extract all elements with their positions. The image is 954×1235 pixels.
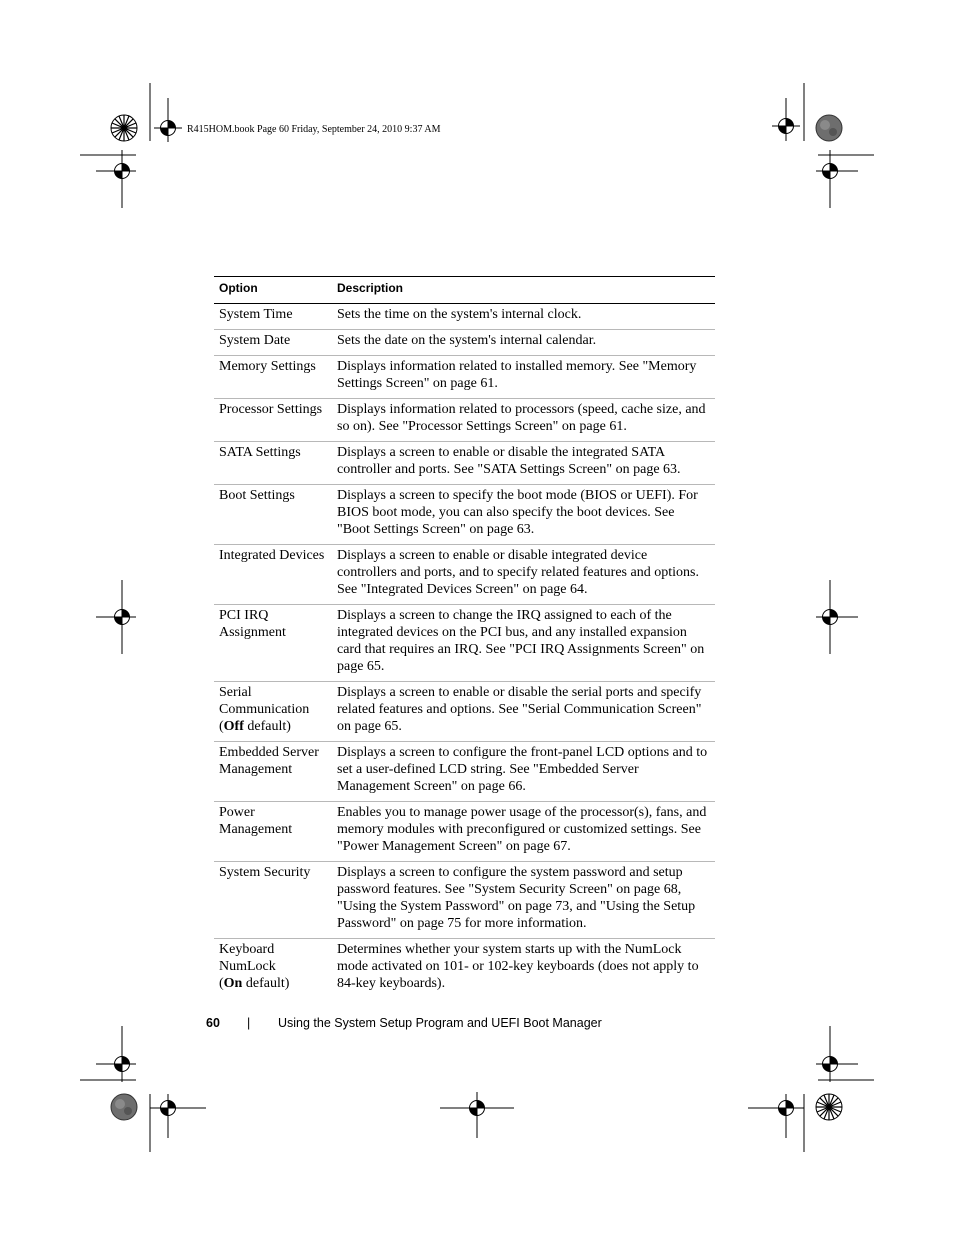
- option-description: Displays a screen to configure the system password and setup password features. See "System Security Screen" on page 68, "Using the System Password" on page 73, and "Using the Setup Password" on page 75 for more information.: [332, 862, 715, 939]
- chapter-title: Using the System Setup Program and UEFI Boot Manager: [278, 1016, 602, 1030]
- table-row: [214, 304, 715, 330]
- option-name: Keyboard NumLock: [219, 942, 276, 974]
- option-name: Embedded Server Management: [214, 742, 332, 802]
- option-name: Integrated Devices: [214, 545, 332, 605]
- default-value: On: [223, 976, 243, 991]
- option-name-with-default: [214, 682, 332, 742]
- option-description: Determines whether your system starts up with the NumLock mode activated on 101- or 102-key keyboards (does not apply to 84-key keyboards).: [337, 942, 699, 991]
- option-name: SATA Settings: [214, 442, 332, 485]
- option-name: System Time: [214, 304, 332, 330]
- table-row: [214, 330, 715, 356]
- option-description: Sets the time on the system's internal clock.: [332, 304, 715, 330]
- option-description: Displays information related to processors (speed, cache size, and so on). See "Processor Settings Screen" on page 61.: [332, 399, 715, 442]
- option-name: Memory Settings: [214, 356, 332, 399]
- option-name: Power Management: [214, 802, 332, 862]
- option-name: PCI IRQ Assignment: [214, 605, 332, 682]
- table-row: [214, 442, 715, 485]
- option-description: Displays a screen to enable or disable integrated device controllers and ports, and to specify related features and options. See "Integrated Devices Screen" on page 64.: [332, 545, 715, 605]
- table-row: [214, 742, 715, 802]
- table-header-row: [214, 277, 715, 304]
- option-description: Displays information related to installed memory. See "Memory Settings Screen" on page 61.: [332, 356, 715, 399]
- option-description: Enables you to manage power usage of the processor(s), fans, and memory modules with preconfigured or customized settings. See "Power Management Screen" on page 67.: [332, 802, 715, 862]
- table-row: [214, 802, 715, 862]
- option-description: Displays a screen to configure the front-panel LCD options and to set a user-defined LCD string. See "Embedded Server Management Screen" on page 66.: [332, 742, 715, 802]
- option-name: Serial Communication: [219, 685, 310, 717]
- table-row: [214, 545, 715, 605]
- default-close: default): [243, 719, 291, 734]
- table-row: [214, 862, 715, 939]
- table-row: [214, 399, 715, 442]
- option-name: System Date: [214, 330, 332, 356]
- print-file-info: R415HOM.book Page 60 Friday, September 24, 2010 9:37 AM: [187, 124, 441, 135]
- table-row: [214, 682, 715, 742]
- default-value: Off: [223, 719, 244, 734]
- option-name-with-default: [214, 939, 332, 999]
- default-open: (: [219, 976, 224, 991]
- default-open: (: [219, 719, 224, 734]
- footer-separator: |: [247, 1016, 251, 1030]
- column-header-option: Option: [214, 277, 332, 304]
- option-description: Sets the date on the system's internal calendar.: [332, 330, 715, 356]
- table-row: [214, 356, 715, 399]
- setup-options-table: [214, 276, 715, 998]
- option-description: Displays a screen to specify the boot mode (BIOS or UEFI). For BIOS boot mode, you can also specify the boot devices. See "Boot Settings Screen" on page 63.: [332, 485, 715, 545]
- option-name: Boot Settings: [214, 485, 332, 545]
- option-name: Processor Settings: [214, 399, 332, 442]
- option-description: Displays a screen to enable or disable the serial ports and specify related features and options. See "Serial Communication Screen" on page 65.: [332, 682, 715, 742]
- default-close: default): [242, 976, 290, 991]
- page-number: 60: [206, 1016, 220, 1030]
- table-row: [214, 939, 715, 999]
- table-row: [214, 485, 715, 545]
- option-name: System Security: [214, 862, 332, 939]
- table-row: [214, 605, 715, 682]
- column-header-description: Description: [332, 277, 715, 304]
- option-description: Displays a screen to change the IRQ assigned to each of the integrated devices on the PCI bus, and any installed expansion card that requires an IRQ. See "PCI IRQ Assignments Screen" on page 65.: [332, 605, 715, 682]
- option-description: Displays a screen to enable or disable the integrated SATA controller and ports. See "SATA Settings Screen" on page 63.: [332, 442, 715, 485]
